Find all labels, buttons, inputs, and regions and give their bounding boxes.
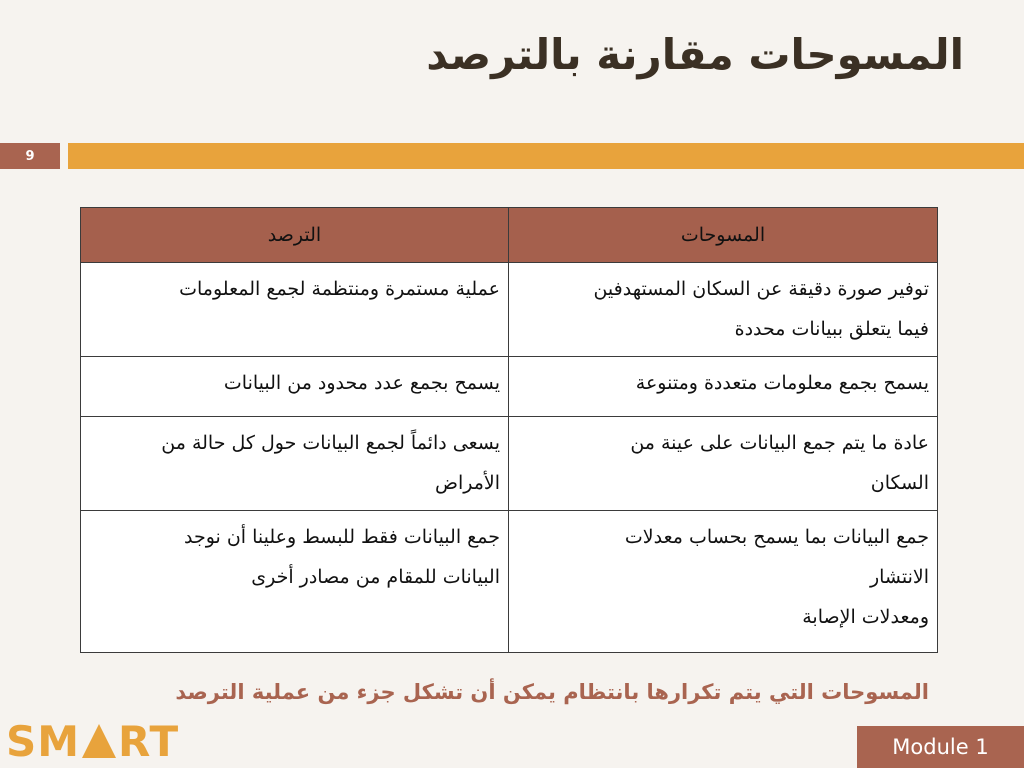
survey-cell [509, 357, 938, 417]
surveillance-cell [81, 263, 509, 357]
survey-cell [509, 263, 938, 357]
page-number: 9 [0, 143, 60, 169]
cell-line: عادة ما يتم جمع البيانات على عينة من [630, 432, 929, 454]
cell-line: يسمح بجمع عدد محدود من البيانات [223, 372, 500, 394]
cell-line: السكان [870, 472, 929, 494]
survey-cell [509, 511, 938, 653]
logo-text-right: RT [118, 716, 180, 766]
slide-title: المسوحات مقارنة بالترصد [426, 30, 964, 79]
cell-line: يسعى دائماً لجمع البيانات حول كل حالة من [161, 432, 500, 454]
table-header-row [81, 208, 938, 263]
cell-line: البيانات للمقام من مصادر أخرى [251, 566, 500, 588]
cell-line: الأمراض [434, 472, 500, 494]
cell-line: عملية مستمرة ومنتظمة لجمع المعلومات [179, 278, 500, 300]
table-row [81, 357, 938, 417]
cell-line: الانتشار [869, 566, 929, 588]
table-row [81, 417, 938, 511]
header-surveillance: الترصد [81, 208, 509, 263]
cell-line: جمع البيانات فقط للبسط وعلينا أن نوجد [183, 526, 500, 548]
surveillance-cell [81, 417, 509, 511]
cell-line: توفير صورة دقيقة عن السكان المستهدفين [593, 278, 929, 300]
table-row [81, 511, 938, 653]
survey-cell [509, 417, 938, 511]
table-row [81, 263, 938, 357]
footnote: المسوحات التي يتم تكرارها بانتظام يمكن أن تشكل جزء من عملية الترصد [175, 680, 929, 704]
surveillance-cell [81, 511, 509, 653]
accent-bar [68, 143, 1024, 169]
module-badge: Module 1 [857, 726, 1024, 768]
cell-line: فيما يتعلق ببيانات محددة [734, 318, 929, 340]
cell-line: يسمح بجمع معلومات متعددة ومتنوعة [635, 372, 929, 394]
cell-line: ومعدلات الإصابة [802, 606, 929, 628]
surveillance-cell [81, 357, 509, 417]
cell-line: جمع البيانات بما يسمح بحساب معدلات [624, 526, 929, 548]
comparison-table [80, 207, 938, 653]
smart-logo [6, 716, 180, 766]
logo-text-left: SM [6, 716, 81, 766]
header-surveys: المسوحات [509, 208, 938, 263]
logo-triangle-icon [82, 724, 116, 758]
